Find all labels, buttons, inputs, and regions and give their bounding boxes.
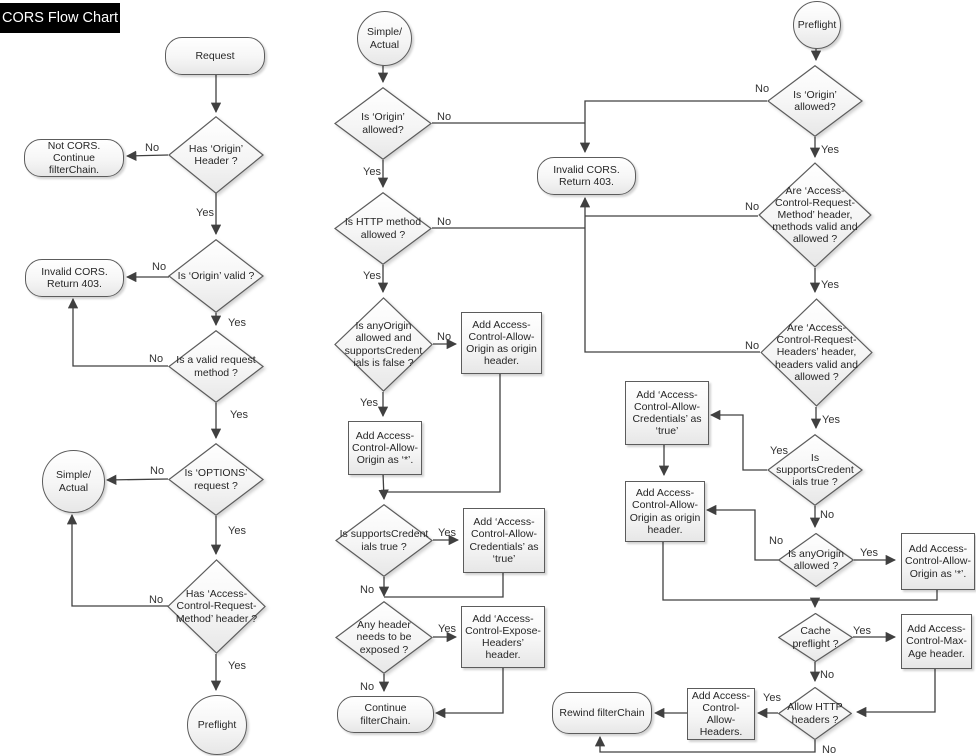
edge-label-yes: Yes (363, 166, 381, 178)
node-label: Continue filterChain. (360, 702, 411, 727)
edge (72, 515, 168, 606)
edge-label-yes: Yes (360, 397, 378, 409)
edge-label-yes: Yes (821, 144, 839, 156)
node-label: Is supportsCredent ials true ? (776, 451, 854, 489)
node-label: Add Access-Control-Max-Age header. (906, 623, 967, 660)
edge-label-yes: Yes (196, 207, 214, 219)
terminator-invalid-cors-left (25, 259, 124, 297)
node-label: Cache preflight ? (792, 625, 839, 650)
decision-options-request (168, 443, 264, 516)
process-add-acao-star-preflight (901, 533, 975, 590)
process-add-acao-origin-header-center (461, 312, 542, 374)
edge-label-no: No (437, 216, 452, 228)
edge (127, 155, 168, 156)
edge-label-no: No (745, 340, 760, 352)
decision-anyorigin-allowed-preflight (778, 533, 854, 587)
process-add-expose-headers (461, 606, 545, 668)
decision-acr-headers-valid (760, 298, 873, 407)
terminator-invalid-cors-center (537, 157, 636, 195)
decision-origin-allowed-preflight (767, 65, 863, 137)
edge-label-yes: Yes (438, 527, 456, 539)
edge-label-no: No (360, 681, 375, 693)
decision-has-acrm-header (167, 559, 266, 654)
node-label: Has ‘Access-Control-Request-Method’ header ? (175, 588, 258, 625)
node-label: Is a valid request method ? (176, 354, 256, 379)
node-label: Are ‘Access-Control-Request-Headers’ header, headers valid and allowed ? (775, 322, 858, 383)
edge-label-no: No (145, 142, 160, 154)
decision-origin-valid (168, 239, 264, 313)
edge-label-no: No (769, 535, 784, 547)
edge-label-yes: Yes (230, 409, 248, 421)
node-label: Add ‘Access-Control-Allow-Credentials’ as ‘true’ (632, 388, 702, 438)
edge-label-no: No (437, 331, 452, 343)
node-label: Add Access-Control-Allow-Origin as ‘*’. (905, 543, 971, 580)
node-label: Is ‘Origin’ allowed? (361, 111, 405, 136)
node-label: Rewind filterChain (559, 706, 645, 719)
edge-label-no: No (437, 111, 452, 123)
node-label: Simple/ Actual (55, 469, 91, 494)
process-add-acac-true-center (463, 508, 545, 573)
terminator-not-cors (24, 139, 124, 177)
edge-label-no: No (150, 465, 165, 477)
node-label: Is anyOrigin allowed ? (787, 547, 844, 572)
edge (857, 667, 935, 712)
node-label: Simple/ Actual (366, 26, 402, 51)
node-label: Request (195, 49, 235, 62)
node-label: Add Access-Control-Allow-Origin as origin header. (466, 318, 537, 368)
edge-label-no: No (149, 353, 164, 365)
node-label: Is supportsCredent ials true ? (339, 528, 429, 553)
process-add-acao-origin-header-preflight (625, 481, 705, 542)
edge-label-no: No (149, 594, 164, 606)
edge (585, 198, 760, 352)
edge (711, 415, 767, 470)
edge (436, 666, 503, 713)
node-label: Add Access-Control-Allow-Origin as origin header. (629, 487, 701, 536)
edge-label-no: No (820, 669, 835, 681)
node-label: Has ‘Origin’ Header ? (188, 142, 244, 167)
node-label: Add ‘Access-Control-Allow-Credentials’ as ‘true’ (469, 516, 539, 565)
edge-label-no: No (755, 83, 770, 95)
node-label: Are ‘Access-Control-Request-Method’ header, methods valid and allowed ? (772, 184, 858, 246)
terminator-rewind-filterchain (552, 692, 652, 734)
node-label: Add ‘Access-Control-Expose-Headers’ header. (465, 612, 541, 662)
edge-label-no: No (360, 584, 375, 596)
edge-label-yes: Yes (438, 623, 456, 635)
process-add-allow-headers (687, 688, 755, 740)
node-label: Is HTTP method allowed ? (344, 216, 422, 241)
chart-title: CORS Flow Chart (0, 3, 120, 33)
edge-label-yes: Yes (770, 445, 788, 457)
node-label: Is ‘Origin’ valid ? (177, 269, 255, 282)
connector-preflight-left (187, 695, 247, 755)
node-label: Invalid CORS. Return 403. (553, 163, 620, 188)
node-label: Is ‘OPTIONS’ request ? (184, 467, 248, 492)
decision-supportscred-true-center (335, 504, 433, 577)
edge-label-yes: Yes (763, 692, 781, 704)
node-label: Any header needs to be exposed ? (356, 619, 412, 656)
node-label: Not CORS. Continue filterChain. (47, 139, 101, 177)
connector-simple-actual-left (42, 450, 105, 513)
connector-simple-actual-top (357, 11, 412, 66)
edge (107, 479, 168, 480)
decision-origin-allowed-actual (334, 87, 432, 160)
node-label: Is ‘Origin’ allowed? (793, 88, 837, 113)
edge-label-no: No (745, 201, 760, 213)
process-add-acao-star-center (348, 421, 422, 475)
process-add-max-age-header (901, 614, 972, 669)
edge-label-no: No (152, 261, 167, 273)
terminator-continue-filterchain (337, 696, 434, 733)
decision-cache-preflight (778, 613, 853, 662)
decision-http-method-allowed (334, 192, 432, 265)
edge-label-yes: Yes (228, 660, 246, 672)
edge-label-yes: Yes (860, 547, 878, 559)
decision-valid-request-method (168, 330, 264, 403)
decision-acr-method-valid (758, 162, 872, 268)
edge-label-yes: Yes (821, 279, 839, 291)
decision-anyorigin-supportscred-false (334, 297, 433, 392)
edge-label-yes: Yes (822, 414, 840, 426)
decision-allow-http-headers (778, 687, 852, 740)
node-label: Is anyOrigin allowed and supportsCredent ials is false ? (344, 320, 423, 369)
edge (383, 473, 384, 499)
connector-preflight-top (793, 1, 841, 49)
decision-supportscred-true-preflight (767, 434, 863, 506)
terminator-request (165, 37, 265, 75)
node-label: Add Access-Control-Allow-Headers. (691, 689, 751, 739)
edge-label-no: No (822, 744, 837, 756)
decision-has-origin-header (168, 116, 264, 194)
decision-any-header-exposed (335, 601, 433, 674)
node-label: Allow HTTP headers ? (787, 701, 843, 726)
process-add-acac-true-preflight (625, 381, 709, 445)
edge-label-yes: Yes (228, 525, 246, 537)
edge-label-yes: Yes (853, 625, 871, 637)
edge-label-yes: Yes (228, 317, 246, 329)
edge-label-yes: Yes (363, 270, 381, 282)
edge (585, 101, 767, 152)
edge-label-no: No (820, 509, 835, 521)
node-label: Preflight (197, 718, 237, 731)
node-label: Preflight (797, 18, 837, 31)
node-label: Add Access-Control-Allow-Origin as ‘*’. (352, 429, 418, 467)
node-label: Invalid CORS. Return 403. (41, 265, 108, 290)
